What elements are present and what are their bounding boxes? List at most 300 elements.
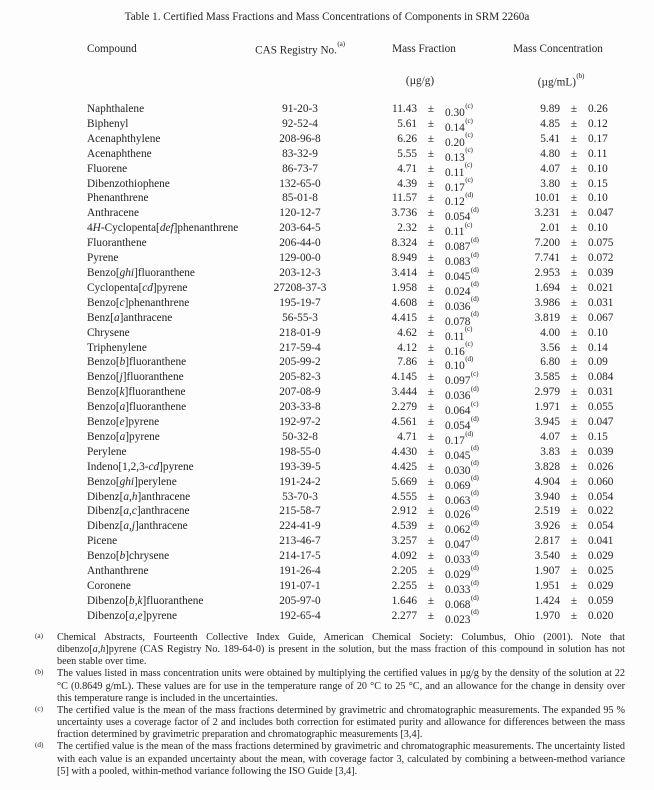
plus-minus-symbol: ± bbox=[570, 207, 578, 220]
mass-concentration-uncertainty: 0.039 bbox=[588, 445, 614, 458]
footnote-ref: (c) bbox=[470, 369, 479, 378]
mass-concentration-value: 1.970 bbox=[534, 609, 560, 622]
mass-concentration-uncertainty: 0.055 bbox=[588, 401, 614, 414]
mass-fraction-uncertainty: 0.11$^{(c)}$ bbox=[445, 161, 473, 179]
plus-minus-symbol: ± bbox=[570, 222, 578, 235]
table-row bbox=[87, 296, 640, 311]
column-header-cas bbox=[220, 39, 380, 57]
mass-fraction-value: 4.12 bbox=[397, 341, 417, 354]
footnote bbox=[35, 668, 625, 704]
compound-name: Pyrene bbox=[87, 252, 119, 265]
mass-fraction-uncertainty: 0.045$^{(d)}$ bbox=[445, 444, 479, 462]
cas-number: 91-20-3 bbox=[282, 103, 318, 115]
cas-number: 203-64-5 bbox=[279, 222, 321, 235]
mass-concentration-uncertainty: 0.022 bbox=[588, 505, 614, 518]
mass-fraction-uncertainty: 0.14$^{(c)}$ bbox=[445, 116, 473, 134]
plus-minus-symbol: ± bbox=[570, 237, 578, 250]
table-row bbox=[87, 549, 640, 564]
table-row bbox=[87, 445, 640, 460]
mass-concentration-value: 1.971 bbox=[534, 401, 560, 414]
compound-name: Benzo[j]fluoranthene bbox=[87, 371, 184, 384]
compound-name: Phenanthrene bbox=[87, 192, 149, 205]
plus-minus-symbol: ± bbox=[427, 311, 435, 324]
cas-number: 191-24-2 bbox=[279, 475, 321, 488]
compound-name: Triphenylene bbox=[87, 341, 147, 354]
mass-fraction-value: 4.39 bbox=[397, 177, 417, 190]
mass-concentration-uncertainty: 0.072 bbox=[588, 252, 614, 265]
compound-name: Cyclopenta[cd]pyrene bbox=[87, 281, 188, 294]
cas-number: 83-32-9 bbox=[282, 147, 318, 160]
cas-number: 207-08-9 bbox=[279, 386, 321, 399]
table-row bbox=[87, 191, 640, 209]
mass-concentration-uncertainty: 0.047 bbox=[588, 416, 614, 429]
table-row bbox=[87, 533, 640, 552]
plus-minus-symbol: ± bbox=[427, 177, 435, 190]
cas-number: 27208-37-3 bbox=[273, 281, 327, 294]
plus-minus-symbol: ± bbox=[570, 132, 578, 145]
footnote-ref: (d) bbox=[470, 414, 479, 423]
table-row bbox=[87, 564, 640, 579]
mass-concentration-uncertainty: 0.10 bbox=[588, 192, 608, 205]
plus-minus-symbol: ± bbox=[570, 445, 578, 458]
plus-minus-symbol: ± bbox=[427, 580, 435, 592]
mass-fraction-value: 6.26 bbox=[397, 132, 417, 145]
mass-concentration-value: 5.41 bbox=[540, 132, 560, 145]
mass-fraction-value: 3.736 bbox=[391, 207, 417, 220]
mass-concentration-value: 2.01 bbox=[540, 222, 560, 235]
cas-number: 195-19-7 bbox=[279, 296, 321, 309]
unit-label-mass-fraction: (µg/g) bbox=[405, 75, 435, 87]
footnote-ref: (d) bbox=[470, 444, 479, 453]
cas-number: 192-65-4 bbox=[279, 609, 321, 622]
mass-fraction-value: 7.86 bbox=[397, 356, 417, 369]
plus-minus-symbol: ± bbox=[570, 550, 578, 563]
footnote-marker: (a) bbox=[35, 632, 43, 640]
mass-concentration-value: 2.979 bbox=[534, 386, 560, 399]
table-row bbox=[87, 355, 640, 373]
plus-minus-symbol: ± bbox=[570, 341, 578, 354]
mass-concentration-uncertainty: 0.09 bbox=[588, 356, 608, 369]
plus-minus-symbol: ± bbox=[427, 132, 435, 145]
mass-fraction-uncertainty: 0.11$^{(c)}$ bbox=[445, 220, 473, 239]
mass-concentration-value: 4.904 bbox=[534, 475, 560, 488]
mass-fraction-value: 2.255 bbox=[391, 580, 417, 592]
table-title: Table 1. Certified Mass Fractions and Mass Concentrations of Components in SRM 2260a bbox=[124, 11, 530, 23]
footnote-ref: (d) bbox=[470, 474, 479, 483]
compound-name: Acenaphthene bbox=[87, 147, 152, 160]
footnote-ref: (c) bbox=[465, 131, 473, 140]
footnote-ref: (c) bbox=[470, 399, 479, 408]
table-row bbox=[87, 518, 640, 537]
cas-number: 215-58-7 bbox=[279, 505, 321, 518]
mass-concentration-uncertainty: 0.054 bbox=[588, 520, 614, 533]
table-row bbox=[87, 504, 640, 522]
cas-number: 203-33-8 bbox=[279, 401, 321, 414]
plus-minus-symbol: ± bbox=[427, 505, 435, 518]
compound-name: Dibenzo[a,e]pyrene bbox=[87, 609, 178, 622]
mass-fraction-uncertainty: 0.023$^{(d)}$ bbox=[445, 608, 479, 626]
mass-fraction-uncertainty: 0.054$^{(d)}$ bbox=[445, 414, 479, 432]
footnote-ref: (d) bbox=[470, 518, 479, 527]
table-row bbox=[87, 430, 640, 445]
mass-fraction-uncertainty: 0.054$^{(d)}$ bbox=[445, 205, 479, 224]
mass-fraction-value: 1.646 bbox=[391, 594, 417, 607]
footnote bbox=[35, 705, 625, 741]
table-row bbox=[87, 415, 640, 430]
footnote-ref: (c) bbox=[464, 220, 473, 229]
cas-number: 191-07-1 bbox=[279, 580, 321, 592]
mass-fraction-uncertainty: 0.16$^{(c)}$ bbox=[445, 340, 473, 358]
mass-fraction-value: 4.539 bbox=[391, 520, 417, 533]
footnote-ref: (d) bbox=[470, 250, 479, 259]
plus-minus-symbol: ± bbox=[570, 326, 578, 339]
compound-name: Dibenz[a,j]anthracene bbox=[87, 520, 188, 533]
compound-name: Naphthalene bbox=[87, 103, 145, 115]
mass-concentration-uncertainty: 0.15 bbox=[588, 430, 608, 443]
footnote-ref: (d) bbox=[470, 608, 479, 617]
footnote-ref-a: (a) bbox=[337, 39, 345, 48]
plus-minus-symbol: ± bbox=[570, 192, 578, 205]
mass-concentration-value: 4.07 bbox=[540, 430, 560, 443]
mass-concentration-uncertainty: 0.047 bbox=[588, 207, 614, 220]
footnote-marker: (b) bbox=[35, 668, 44, 677]
plus-minus-symbol: ± bbox=[570, 416, 578, 429]
compound-name: Benzo[ghi]fluoranthene bbox=[87, 266, 195, 279]
cas-number: 214-17-5 bbox=[279, 550, 321, 563]
cas-number: 120-12-7 bbox=[279, 207, 321, 220]
column-header-mass-concentration: Mass Concentration bbox=[513, 43, 603, 55]
mass-fraction-value: 11.43 bbox=[392, 103, 417, 115]
compound-name: Perylene bbox=[87, 445, 127, 458]
footnote-ref: (d) bbox=[465, 429, 474, 438]
mass-fraction-uncertainty: 0.045$^{(d)}$ bbox=[445, 265, 479, 283]
mass-fraction-uncertainty: 0.030$^{(d)}$ bbox=[445, 459, 479, 477]
mass-fraction-uncertainty: 0.17$^{(c)}$ bbox=[445, 176, 473, 194]
mass-concentration-uncertainty: 0.020 bbox=[588, 609, 614, 622]
footnote bbox=[35, 741, 625, 777]
mass-concentration-value: 3.540 bbox=[534, 550, 560, 563]
plus-minus-symbol: ± bbox=[570, 609, 578, 622]
plus-minus-symbol: ± bbox=[570, 505, 578, 518]
plus-minus-symbol: ± bbox=[427, 207, 435, 220]
compound-name: Benzo[e]pyrene bbox=[87, 416, 160, 429]
mass-concentration-uncertainty: 0.041 bbox=[588, 535, 614, 548]
table-row bbox=[87, 162, 640, 177]
mass-concentration-uncertainty: 0.075 bbox=[588, 237, 614, 250]
unit-label-mass-concentration-text: (µg/mL) bbox=[537, 76, 576, 89]
mass-concentration-uncertainty: 0.031 bbox=[588, 296, 614, 309]
footnote-ref: (d) bbox=[470, 295, 479, 304]
mass-fraction-value: 4.561 bbox=[391, 416, 417, 429]
cas-number: 92-52-4 bbox=[282, 117, 318, 130]
mass-fraction-uncertainty: 0.047$^{(d)}$ bbox=[445, 533, 479, 552]
cas-number: 132-65-0 bbox=[279, 177, 321, 190]
cas-number: 193-39-5 bbox=[279, 460, 321, 473]
mass-concentration-value: 2.519 bbox=[534, 505, 560, 518]
mass-fraction-value: 2.32 bbox=[397, 222, 417, 235]
footnote-ref-b: (b) bbox=[576, 71, 585, 80]
plus-minus-symbol: ± bbox=[570, 580, 578, 592]
mass-fraction-uncertainty: 0.069$^{(d)}$ bbox=[445, 474, 479, 492]
plus-minus-symbol: ± bbox=[427, 266, 435, 279]
table-row bbox=[87, 117, 640, 132]
plus-minus-symbol: ± bbox=[570, 490, 578, 503]
mass-fraction-value: 4.62 bbox=[397, 326, 417, 339]
table-row bbox=[87, 475, 640, 490]
mass-concentration-uncertainty: 0.084 bbox=[588, 371, 614, 384]
mass-fraction-value: 4.425 bbox=[391, 460, 417, 473]
compound-name: Benzo[ghi]perylene bbox=[87, 475, 177, 488]
plus-minus-symbol: ± bbox=[570, 103, 578, 115]
compound-name: Dibenzothiophene bbox=[87, 177, 170, 190]
column-header-cas-label: CAS Registry No. bbox=[255, 44, 337, 57]
mass-concentration-value: 9.89 bbox=[540, 103, 560, 115]
plus-minus-symbol: ± bbox=[427, 550, 435, 563]
mass-fraction-uncertainty: 0.036$^{(d)}$ bbox=[445, 295, 479, 313]
mass-fraction-uncertainty: 0.033$^{(d)}$ bbox=[445, 548, 479, 566]
mass-concentration-uncertainty: 0.10 bbox=[588, 162, 608, 175]
table-row bbox=[87, 251, 640, 266]
table-row bbox=[87, 594, 640, 609]
compound-name: Indeno[1,2,3-cd]pyrene bbox=[87, 460, 194, 473]
compound-name: 4H-Cyclopenta[def]phenanthrene bbox=[87, 222, 239, 235]
mass-concentration-uncertainty: 0.067 bbox=[588, 311, 614, 324]
plus-minus-symbol: ± bbox=[427, 341, 435, 354]
plus-minus-symbol: ± bbox=[427, 565, 435, 578]
mass-concentration-value: 3.940 bbox=[534, 490, 560, 503]
footnote-ref: (c) bbox=[465, 176, 473, 185]
cas-number: 129-00-0 bbox=[279, 252, 321, 265]
plus-minus-symbol: ± bbox=[570, 252, 578, 265]
mass-fraction-value: 5.669 bbox=[391, 475, 417, 488]
mass-concentration-value: 7.200 bbox=[534, 237, 560, 250]
mass-concentration-uncertainty: 0.031 bbox=[588, 386, 614, 399]
plus-minus-symbol: ± bbox=[570, 565, 578, 578]
compound-name: Fluoranthene bbox=[87, 237, 147, 250]
mass-concentration-value: 1.951 bbox=[534, 580, 560, 592]
mass-concentration-uncertainty: 0.14 bbox=[588, 341, 608, 354]
mass-fraction-uncertainty: 0.029$^{(d)}$ bbox=[445, 563, 479, 581]
compound-name: Benzo[b]fluoranthene bbox=[87, 356, 187, 369]
plus-minus-symbol: ± bbox=[427, 401, 435, 414]
footnote-ref: (d) bbox=[470, 563, 479, 572]
mass-fraction-uncertainty: 0.063$^{(d)}$ bbox=[445, 489, 479, 507]
column-header-mass-fraction: Mass Fraction bbox=[392, 43, 456, 55]
plus-minus-symbol: ± bbox=[427, 520, 435, 533]
mass-fraction-value: 4.145 bbox=[391, 371, 417, 384]
footnote-text: The values listed in mass concentration units were obtained by multiplying the certified values in µg/g by the density of the solution at 22 °C (0.8649 g/mL). These values are for use in the temperature range of 20 °C to 25 °C, and an allowance for the change in density over this temperature range is included in the uncertainties. bbox=[57, 668, 625, 704]
mass-fraction-uncertainty: 0.20$^{(c)}$ bbox=[445, 131, 473, 149]
mass-concentration-uncertainty: 0.17 bbox=[588, 132, 608, 145]
mass-fraction-value: 4.71 bbox=[397, 162, 417, 175]
mass-concentration-uncertainty: 0.26 bbox=[588, 103, 608, 115]
plus-minus-symbol: ± bbox=[570, 520, 578, 533]
plus-minus-symbol: ± bbox=[570, 147, 578, 160]
footnote-ref: (d) bbox=[470, 310, 479, 319]
plus-minus-symbol: ± bbox=[427, 609, 435, 622]
plus-minus-symbol: ± bbox=[427, 535, 435, 548]
mass-fraction-value: 2.205 bbox=[391, 565, 417, 578]
mass-fraction-value: 8.949 bbox=[391, 252, 417, 265]
plus-minus-symbol: ± bbox=[427, 445, 435, 458]
compound-name: Benzo[c]phenanthrene bbox=[87, 296, 190, 309]
mass-concentration-uncertainty: 0.060 bbox=[588, 475, 614, 488]
mass-concentration-value: 1.907 bbox=[534, 565, 560, 578]
plus-minus-symbol: ± bbox=[570, 430, 578, 443]
mass-fraction-value: 1.958 bbox=[391, 281, 417, 294]
mass-concentration-value: 3.986 bbox=[534, 296, 560, 309]
mass-fraction-value: 4.555 bbox=[391, 490, 417, 503]
compound-name: Benzo[a]pyrene bbox=[87, 430, 160, 443]
footnote-ref: (d) bbox=[470, 384, 479, 393]
unit-label-mass-concentration bbox=[490, 71, 632, 89]
cas-number: 205-97-0 bbox=[279, 594, 321, 607]
table-row bbox=[87, 400, 640, 415]
plus-minus-symbol: ± bbox=[427, 371, 435, 384]
plus-minus-symbol: ± bbox=[427, 192, 435, 205]
cas-number: 192-97-2 bbox=[279, 416, 321, 429]
footnote-marker: (d) bbox=[35, 741, 44, 750]
table-row bbox=[87, 385, 640, 400]
table-row bbox=[87, 490, 640, 505]
mass-concentration-value: 1.694 bbox=[534, 281, 560, 294]
footnote-ref: (d) bbox=[470, 280, 479, 289]
footnote-ref: (c) bbox=[465, 146, 473, 155]
footnote-ref: (d) bbox=[470, 533, 479, 542]
footnote-ref: (d) bbox=[470, 235, 479, 244]
column-header-compound: Compound bbox=[87, 43, 137, 55]
mass-fraction-uncertainty: 0.30$^{(c)}$ bbox=[445, 101, 473, 119]
compound-name: Benzo[k]fluoranthene bbox=[87, 386, 186, 399]
mass-concentration-value: 3.83 bbox=[540, 445, 560, 458]
mass-concentration-value: 4.80 bbox=[540, 147, 560, 160]
plus-minus-symbol: ± bbox=[427, 222, 435, 235]
table-row bbox=[87, 177, 640, 192]
mass-concentration-value: 3.231 bbox=[534, 207, 560, 220]
plus-minus-symbol: ± bbox=[570, 386, 578, 399]
mass-fraction-uncertainty: 0.024$^{(d)}$ bbox=[445, 280, 479, 298]
mass-fraction-uncertainty: 0.083$^{(d)}$ bbox=[445, 250, 479, 268]
table-row bbox=[87, 341, 640, 356]
plus-minus-symbol: ± bbox=[570, 535, 578, 548]
footnote-ref: (c) bbox=[465, 340, 473, 349]
cas-number: 203-12-3 bbox=[279, 266, 321, 279]
plus-minus-symbol: ± bbox=[427, 460, 435, 473]
table-row bbox=[87, 311, 640, 326]
mass-concentration-value: 3.80 bbox=[540, 177, 560, 190]
mass-concentration-value: 4.07 bbox=[540, 162, 560, 175]
mass-fraction-value: 4.608 bbox=[391, 296, 417, 309]
mass-fraction-uncertainty: 0.087$^{(d)}$ bbox=[445, 235, 479, 253]
plus-minus-symbol: ± bbox=[570, 371, 578, 384]
plus-minus-symbol: ± bbox=[427, 594, 435, 607]
mass-concentration-value: 7.741 bbox=[534, 252, 560, 265]
table-row bbox=[87, 205, 640, 224]
mass-concentration-uncertainty: 0.039 bbox=[588, 266, 614, 279]
plus-minus-symbol: ± bbox=[427, 326, 435, 339]
footnote-ref: (c) bbox=[464, 161, 473, 170]
table-row bbox=[87, 102, 640, 117]
mass-fraction-value: 11.57 bbox=[392, 192, 417, 205]
table-row bbox=[87, 460, 640, 475]
mass-concentration-uncertainty: 0.029 bbox=[588, 550, 614, 563]
plus-minus-symbol: ± bbox=[427, 103, 435, 115]
table-row bbox=[87, 326, 640, 341]
footnote-text: The certified value is the mean of the mass fractions determined by gravimetric and chromatographic measurements. The uncertainty listed with each value is an expanded uncertainty about the mean, with coverage factor 3, calculated by combining a between-method variance [5] with a pooled, within-method variance following the ISO Guide [3,4]. bbox=[57, 741, 625, 777]
cas-number: 50-32-8 bbox=[282, 430, 318, 443]
footnote-ref: (c) bbox=[464, 325, 473, 334]
mass-concentration-value: 3.819 bbox=[534, 311, 560, 324]
compound-name: Acenaphthylene bbox=[87, 132, 161, 145]
compound-name: Benz[a]anthracene bbox=[87, 311, 173, 324]
table-row bbox=[87, 609, 640, 624]
plus-minus-symbol: ± bbox=[427, 296, 435, 309]
plus-minus-symbol: ± bbox=[427, 237, 435, 250]
mass-fraction-uncertainty: 0.17$^{(d)}$ bbox=[445, 429, 474, 447]
mass-concentration-value: 1.424 bbox=[534, 594, 560, 607]
compound-name: Dibenz[a,c]anthracene bbox=[87, 505, 190, 518]
plus-minus-symbol: ± bbox=[427, 475, 435, 488]
footnote-ref: (d) bbox=[470, 265, 479, 274]
mass-concentration-uncertainty: 0.10 bbox=[588, 326, 608, 339]
mass-concentration-value: 3.828 bbox=[534, 460, 560, 473]
cas-number: 218-01-9 bbox=[279, 326, 321, 339]
plus-minus-symbol: ± bbox=[570, 296, 578, 309]
mass-concentration-uncertainty: 0.029 bbox=[588, 580, 614, 592]
mass-concentration-uncertainty: 0.11 bbox=[588, 147, 608, 160]
compound-name: Benzo[b]chrysene bbox=[87, 550, 170, 563]
mass-concentration-uncertainty: 0.025 bbox=[588, 565, 614, 578]
plus-minus-symbol: ± bbox=[570, 266, 578, 279]
cas-number: 86-73-7 bbox=[282, 162, 318, 175]
cas-number: 53-70-3 bbox=[282, 490, 318, 503]
footnote-marker: (c) bbox=[35, 704, 43, 713]
mass-concentration-value: 10.01 bbox=[534, 192, 560, 205]
footnote-ref: (c) bbox=[465, 116, 473, 125]
cas-number: 191-26-4 bbox=[279, 565, 321, 578]
mass-concentration-uncertainty: 0.059 bbox=[588, 594, 614, 607]
mass-fraction-value: 2.912 bbox=[391, 505, 417, 518]
compound-name: Coronene bbox=[87, 580, 131, 592]
cas-number: 198-55-0 bbox=[279, 445, 321, 458]
footnote-ref: (d) bbox=[465, 355, 474, 364]
plus-minus-symbol: ± bbox=[427, 356, 435, 369]
mass-concentration-value: 2.953 bbox=[534, 266, 560, 279]
mass-fraction-uncertainty: 0.10$^{(d)}$ bbox=[445, 355, 474, 373]
table-row bbox=[87, 579, 640, 594]
table-row bbox=[87, 132, 640, 147]
plus-minus-symbol: ± bbox=[427, 147, 435, 160]
mass-fraction-value: 4.430 bbox=[391, 445, 417, 458]
mass-concentration-uncertainty: 0.021 bbox=[588, 281, 614, 294]
plus-minus-symbol: ± bbox=[427, 117, 435, 130]
mass-concentration-value: 3.945 bbox=[534, 416, 560, 429]
footnote-ref: (d) bbox=[470, 504, 479, 513]
compound-name: Biphenyl bbox=[87, 117, 129, 130]
plus-minus-symbol: ± bbox=[427, 416, 435, 429]
plus-minus-symbol: ± bbox=[570, 356, 578, 369]
mass-concentration-uncertainty: 0.12 bbox=[588, 117, 608, 130]
mass-fraction-value: 2.277 bbox=[391, 609, 417, 622]
compound-name: Picene bbox=[87, 535, 118, 548]
plus-minus-symbol: ± bbox=[427, 281, 435, 294]
mass-fraction-value: 2.279 bbox=[391, 401, 417, 414]
table-row bbox=[87, 236, 640, 251]
table-row bbox=[87, 220, 640, 239]
mass-fraction-uncertainty: 0.078$^{(d)}$ bbox=[445, 310, 479, 328]
compound-name: Dibenz[a,h]anthracene bbox=[87, 490, 191, 503]
mass-fraction-value: 3.257 bbox=[391, 535, 417, 548]
